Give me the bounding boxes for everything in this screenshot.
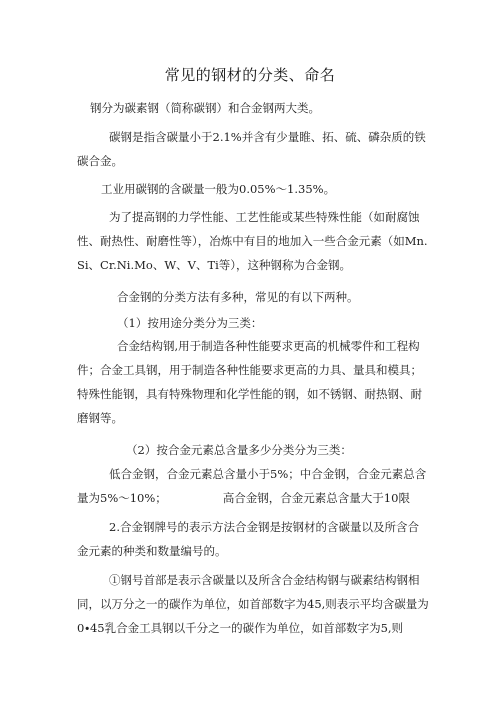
paragraph-alloy-steel-definition: 为了提高钢的力学性能、工艺性能或某些特殊性能（如耐腐蚀性、耐热性、耐磨性等），冶炼中有目的地加入一些合金元素（如Mn.Si、Cr.Ni.Mo、W、V、Ti等），这种钢称为合金钢。 bbox=[77, 210, 428, 272]
high-alloy-text: 高合金钢，合金元素总含量大于10限 bbox=[222, 491, 410, 505]
paragraph-alloy-grade-notation: 2.合金钢牌号的表示方法合金钢是按钢材的含碳量以及所含合金元素的种类和数量编号的。 bbox=[77, 520, 419, 558]
paragraph-classification-by-use: （1）按用途分类分为三类： bbox=[117, 316, 263, 330]
paragraph-grade-prefix-rule: ①钢号首部是表示含碳量以及所含合金结构钢与碳素结构钢相同，以万分之一的碳作为单位，如首部数字为45,则表示平均含碳量为0∙45乳合金工具钢以千分之一的碳作为单位，如首部数字为5,则 bbox=[77, 573, 429, 635]
low-medium-alloy-text: 低合金钢，合金元素总含量小于5%；中合金钢，合金元素总含量为5%～10%； bbox=[77, 467, 427, 505]
paragraph-content-categories bbox=[77, 462, 429, 510]
paragraph-classification-by-content: （2）按合金元素总含量多少分类分为三类： bbox=[126, 443, 352, 457]
paragraph-carbon-steel-definition: 碳钢是指含碳量小于2.1%并含有少量睢、拓、硫、磷杂质的铁碳合金。 bbox=[77, 130, 426, 168]
paragraph-carbon-content-range: 工业用碳钢的含碳量一般为0.05%～1.35%。 bbox=[101, 182, 336, 196]
paragraph-alloy-classification-methods: 合金钢的分类方法有多种，常见的有以下两种。 bbox=[117, 290, 359, 304]
paragraph-steel-categories: 钢分为碳素钢（简称碳钢）和合金钢两大类。 bbox=[90, 101, 320, 115]
paragraph-use-categories: 合金结构钢,用于制造各种性能要求更高的机械零件和工程构件；合金工具钢，用于制造各种性能要求更高的力具、量具和模具；特殊性能钢，具有特殊物理和化学性能的钢，如不锈钢、耐热钢、耐磨钢等。 bbox=[77, 339, 422, 425]
document-title: 常见的钢材的分类、命名 bbox=[164, 66, 336, 84]
